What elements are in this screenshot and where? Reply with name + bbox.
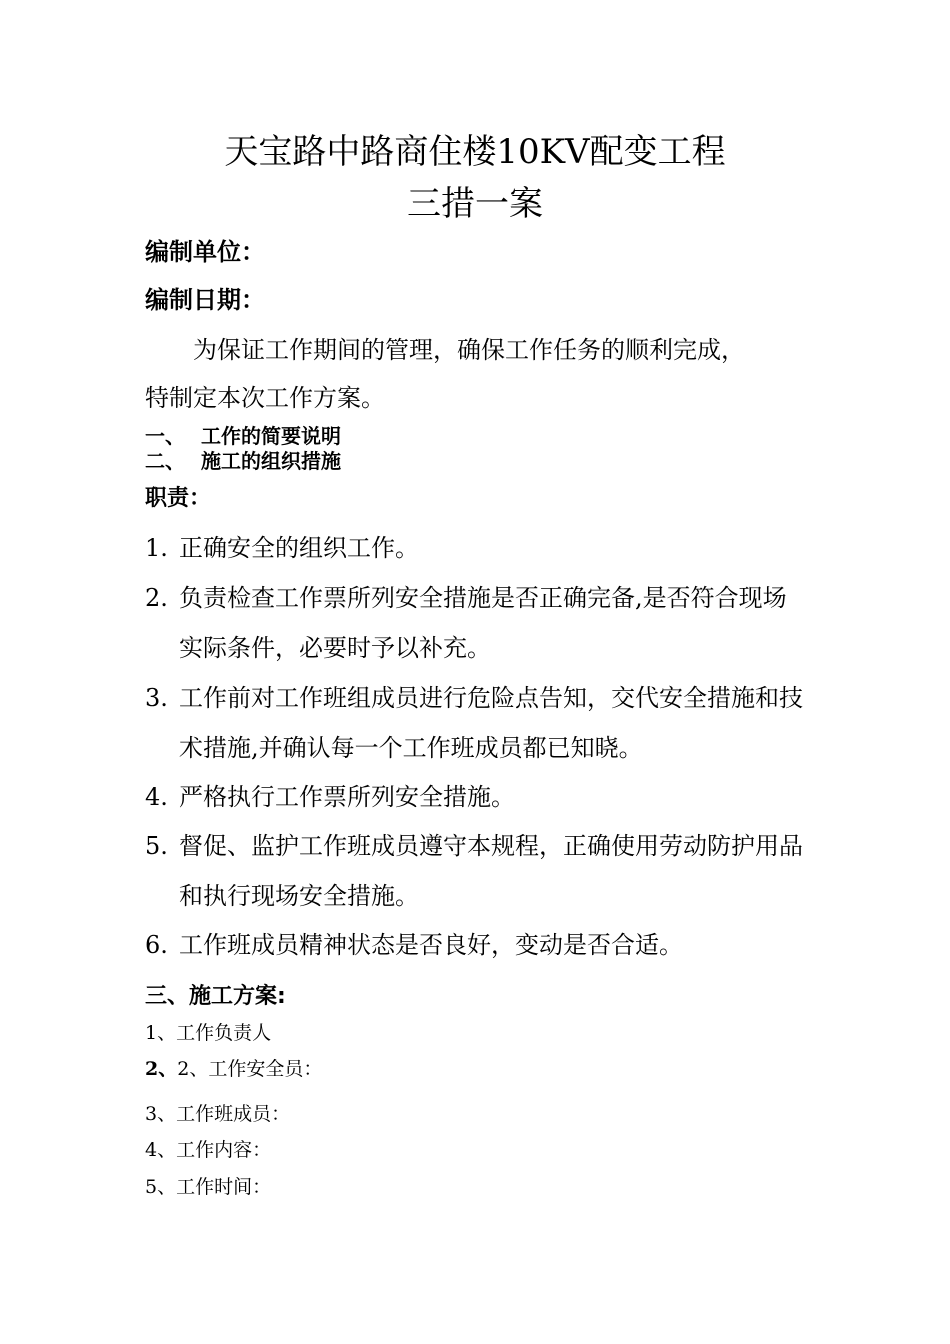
- duty-number: 4.: [145, 783, 168, 811]
- plan-heading: 三、施工方案:: [145, 984, 286, 1009]
- plan-item: [145, 1137, 271, 1163]
- section-label: 工作的简要说明: [201, 424, 341, 448]
- document-subtitle: 三措一案: [407, 184, 543, 224]
- plan-item: [145, 1056, 322, 1082]
- plan-item: [145, 1020, 271, 1046]
- plan-item-text: 3、工作班成员：: [145, 1103, 291, 1125]
- plan-item: [145, 1101, 290, 1127]
- section-number: 二、: [145, 449, 185, 473]
- section-heading: [145, 449, 341, 473]
- plan-item-text: 2、工作安全员：: [177, 1058, 323, 1080]
- duty-text: 负责检查工作票所列安全措施是否正确完备,是否符合现场实际条件，必要时予以补充。: [179, 584, 787, 662]
- duty-text: 督促、监护工作班成员遵守本规程，正确使用劳动防护用品和执行现场安全措施。: [179, 832, 803, 910]
- duty-number: 1.: [145, 534, 168, 562]
- duty-number: 3.: [145, 684, 168, 712]
- duty-item: [145, 821, 810, 921]
- plan-item-text: 5、工作时间：: [145, 1176, 272, 1198]
- section-heading: [145, 424, 341, 448]
- plan-item-text: 4、工作内容：: [145, 1139, 272, 1161]
- section-label: 施工的组织措施: [201, 449, 341, 473]
- plan-item-prefix: 2、: [145, 1058, 178, 1080]
- duty-number: 5.: [145, 832, 168, 860]
- plan-item-text: 1、工作负责人: [145, 1022, 272, 1044]
- document-title: 天宝路中路商住楼10KV配变工程: [224, 132, 726, 172]
- duty-text: 严格执行工作票所列安全措施。: [179, 783, 515, 811]
- prepared-date-label: 编制日期：: [145, 286, 265, 314]
- plan-item: [145, 1174, 271, 1200]
- duty-item: [145, 772, 810, 822]
- section-number: 一、: [145, 424, 185, 448]
- prepared-by-label: 编制单位：: [145, 238, 265, 266]
- duty-text: 正确安全的组织工作。: [179, 534, 419, 562]
- duty-item: [145, 673, 810, 773]
- intro-line-1: 为保证工作期间的管理，确保工作任务的顺利完成，: [193, 336, 745, 364]
- intro-line-2: 特制定本次工作方案。: [145, 384, 385, 412]
- duty-text: 工作前对工作班组成员进行危险点告知，交代安全措施和技术措施,并确认每一个工作班成员都已知晓。: [179, 684, 803, 762]
- duty-number: 6.: [145, 931, 168, 959]
- duty-number: 2.: [145, 584, 168, 612]
- duty-item: [145, 920, 810, 970]
- duties-heading: 职责：: [145, 486, 212, 511]
- duty-item: [145, 523, 810, 573]
- duty-text: 工作班成员精神状态是否良好，变动是否合适。: [179, 931, 683, 959]
- duty-item: [145, 573, 810, 673]
